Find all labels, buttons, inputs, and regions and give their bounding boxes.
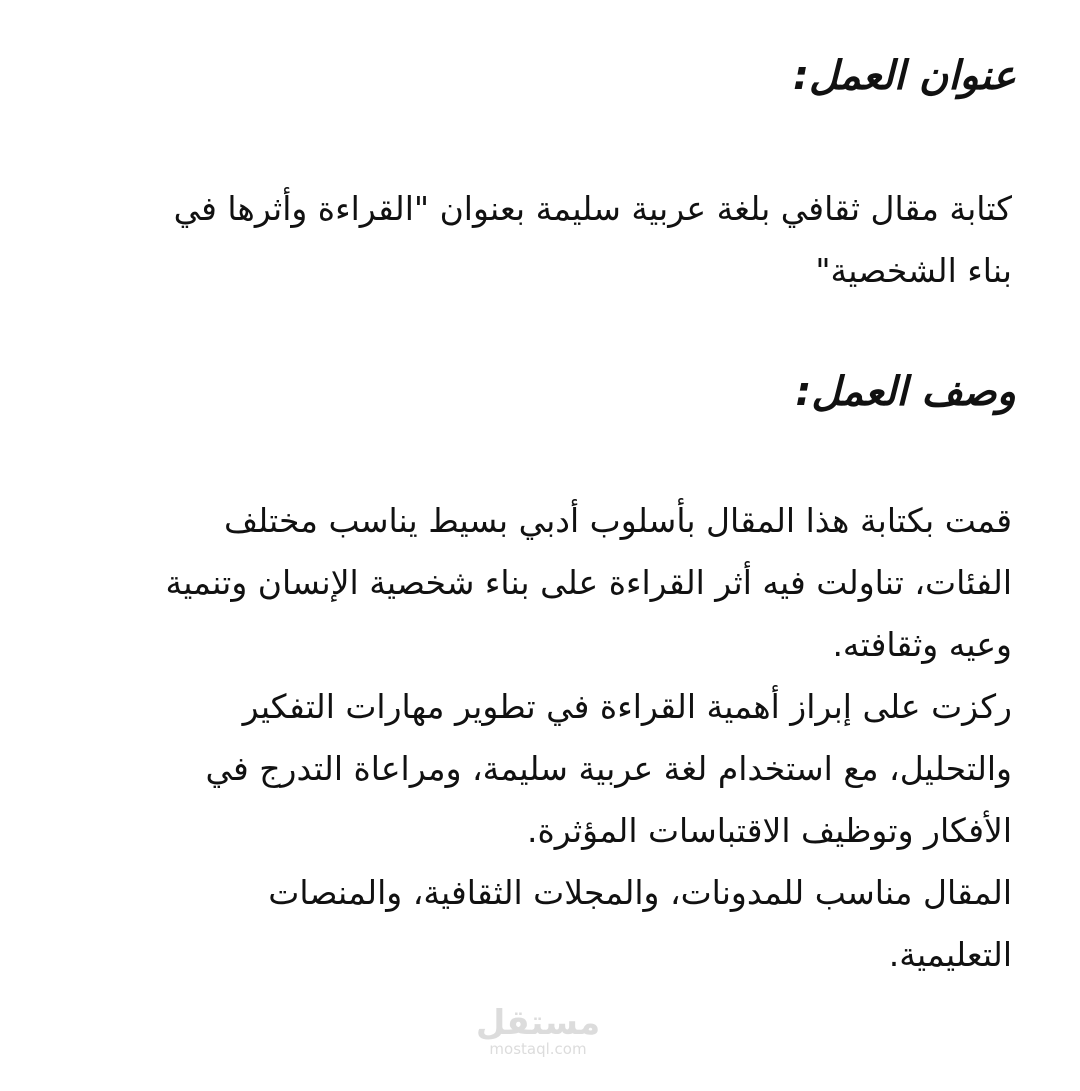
work-description-heading: وصف العمل: (795, 369, 1016, 415)
work-description-text (166, 490, 1013, 986)
text-line: الأفكار وتوظيف الاقتباسات المؤثرة. (526, 811, 1012, 850)
text-line: ركزت على إبراز أهمية القراءة في تطوير مهارات التفكير (242, 687, 1012, 726)
text-line: وعيه وثقافته. (832, 625, 1012, 664)
watermark-latin: mostaql.com (489, 1040, 587, 1058)
text-line: والتحليل، مع استخدام لغة عربية سليمة، ومراعاة التدرج في (205, 749, 1012, 788)
text-line: المقال مناسب للمدونات، والمجلات الثقافية، والمنصات (268, 873, 1012, 912)
work-title-text (174, 178, 1012, 302)
text-line: كتابة مقال ثقافي بلغة عربية سليمة بعنوان "القراءة وأثرها في (173, 189, 1012, 228)
work-title-heading: عنوان العمل: (792, 53, 1016, 99)
watermark-arabic: مستقل (475, 1003, 601, 1043)
mostaql-watermark (468, 1003, 608, 1058)
text-line: قمت بكتابة هذا المقال بأسلوب أدبي بسيط يناسب مختلف (223, 501, 1012, 540)
text-line: بناء الشخصية" (815, 251, 1012, 290)
text-line: التعليمية. (888, 935, 1012, 974)
text-line: الفئات، تناولت فيه أثر القراءة على بناء شخصية الإنسان وتنمية (165, 563, 1012, 602)
